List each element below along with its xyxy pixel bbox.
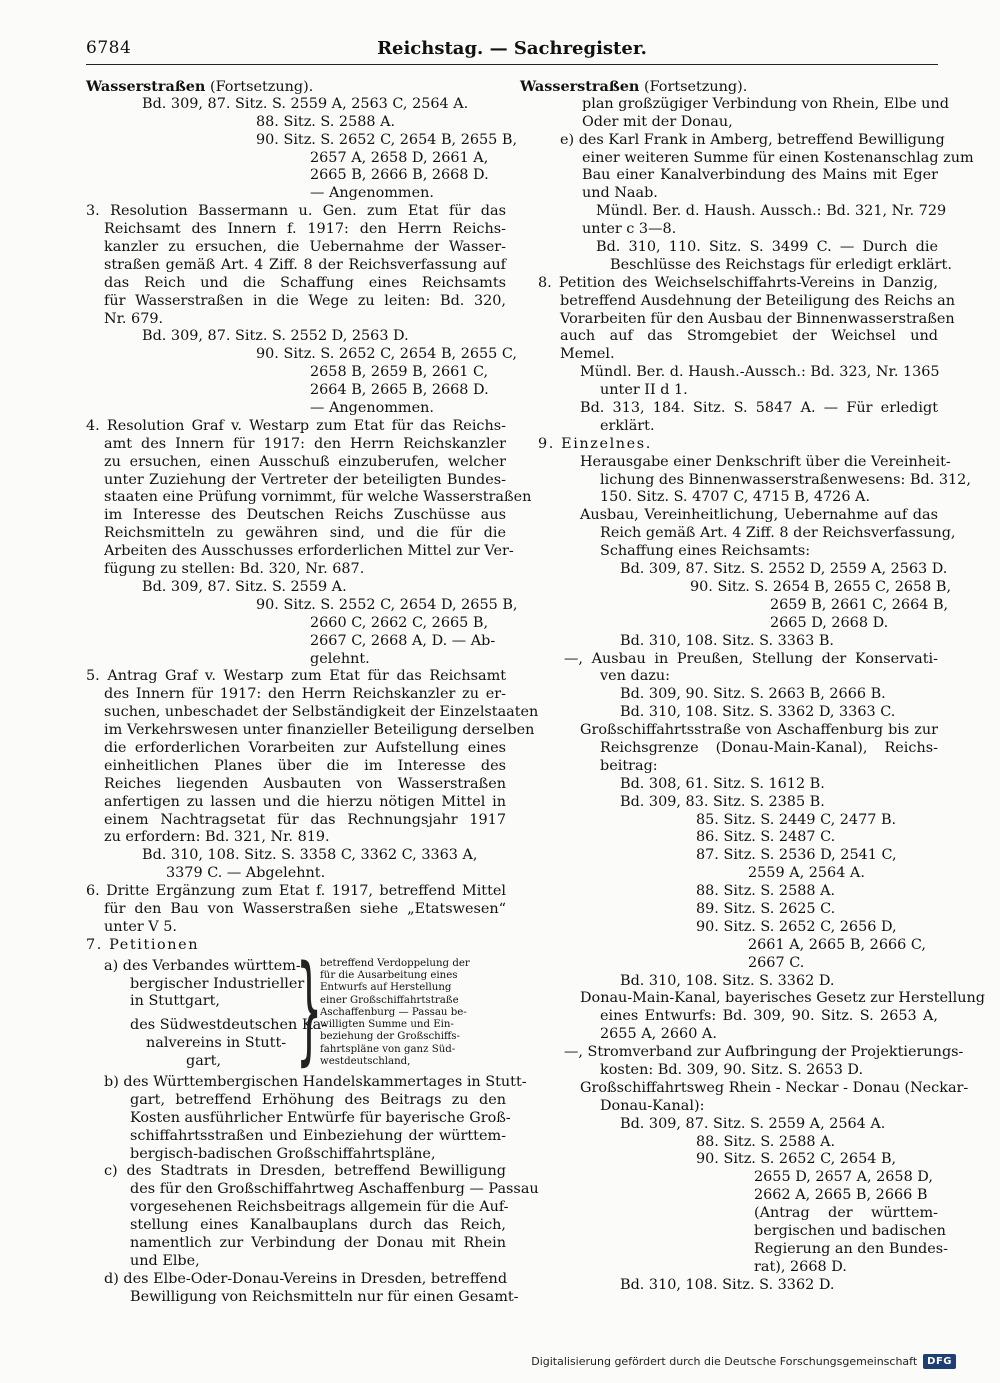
text-line: 90. Sitz. S. 2654 B, 2655 C, 2658 B, xyxy=(690,578,952,595)
text-line: 2658 B, 2659 B, 2661 C, xyxy=(310,364,489,381)
text-line: für die Ausarbeitung eines xyxy=(320,969,458,981)
text-line: 90. Sitz. S. 2652 C, 2654 B, xyxy=(696,1151,897,1168)
text-line: d) des Elbe-Oder-Donau-Vereins in Dresden, betreffend xyxy=(104,1270,508,1287)
text-line: Kosten ausführlicher Entwürfe für bayerische Groß- xyxy=(130,1109,511,1126)
text-line: gelehnt. xyxy=(310,650,370,667)
running-title: Reichstag. — Sachregister. xyxy=(377,38,647,59)
text-line: Großschiffahrtsstraße von Aschaffenburg bis zur xyxy=(580,722,938,739)
text-line: Vorarbeiten für den Ausbau der Binnenwasserstraßen xyxy=(560,310,955,327)
text-line: c) des Stadtrats in Dresden, betreffend Bewilligung xyxy=(104,1163,506,1180)
digitization-footer xyxy=(531,1354,956,1369)
text-line: Bau einer Kanalverbindung des Mains mit Eger xyxy=(582,167,938,184)
text-line: Schaffung eines Reichsamts: xyxy=(600,543,811,560)
text-line: Bd. 310, 108. Sitz. S. 3362 D. xyxy=(620,1276,835,1293)
dfg-logo: DFG xyxy=(923,1354,956,1369)
text-line: eines Entwurfs: Bd. 309, 90. Sitz. S. 2653 A, xyxy=(600,1008,938,1025)
text-line: zu erfordern: Bd. 321, Nr. 819. xyxy=(104,829,330,846)
text-line: ven dazu: xyxy=(600,668,670,685)
text-line: Bd. 309, 87. Sitz. S. 2552 D, 2563 D. xyxy=(142,328,409,345)
text-line: 2667 C. xyxy=(748,954,805,971)
text-line: Reichsamt des Innern f. 1917: den Herrn Reichs- xyxy=(104,221,506,238)
text-line: b) des Württembergischen Handelskammertages in Stutt- xyxy=(104,1073,527,1090)
text-line: Reichsgrenze (Donau-Main-Kanal), Reichs- xyxy=(600,739,938,756)
text-line: amt des Innern für 1917: den Herrn Reichskanzler xyxy=(104,435,506,452)
text-line: und Elbe, xyxy=(130,1252,200,1269)
text-line: unter Zuziehung der Vertreter der beteiligten Bundes- xyxy=(104,471,506,488)
text-line: —, Ausbau in Preußen, Stellung der Konservati- xyxy=(564,650,938,667)
page-number: 6784 xyxy=(86,38,132,58)
text-line: die erforderlichen Vorarbeiten zur Aufstellung eines xyxy=(104,739,506,756)
section-heading: Wasserstraßen (Fortsetzung). xyxy=(86,78,314,95)
text-line: Bd. 309, 83. Sitz. S. 2385 B. xyxy=(620,793,825,810)
text-line: anfertigen zu lassen und die hierzu nötigen Mittel in xyxy=(104,793,506,810)
text-line: Bd. 310, 108. Sitz. S. 3362 D, 3363 C. xyxy=(620,704,896,721)
text-line: bergischen und badischen xyxy=(754,1223,946,1239)
text-line: Bd. 309, 90. Sitz. S. 2663 B, 2666 B. xyxy=(620,686,886,703)
text-line: 2667 C, 2668 A, D. — Ab- xyxy=(310,632,496,649)
text-line: — Angenommen. xyxy=(310,400,434,417)
text-line: kanzler zu ersuchen, die Uebernahme der Wasser- xyxy=(104,239,506,256)
text-line: beitrag: xyxy=(600,757,658,774)
text-line: 89. Sitz. S. 2625 C. xyxy=(696,900,836,917)
text-line: 86. Sitz. S. 2487 C. xyxy=(696,829,836,846)
text-line: Bd. 309, 87. Sitz. S. 2559 A. xyxy=(142,578,347,595)
text-line: Ausbau, Vereinheitlichung, Uebernahme auf das xyxy=(580,507,938,524)
item-7: 7. Petitionen xyxy=(86,936,200,953)
text-line: plan großzügiger Verbindung von Rhein, Elbe und xyxy=(582,95,949,112)
text-line: des für den Großschiffahrtweg Aschaffenburg — Passau xyxy=(130,1181,539,1198)
text-line: e) des Karl Frank in Amberg, betreffend Bewilligung xyxy=(560,131,945,148)
text-line: Bewilligung von Reichsmitteln nur für einen Gesamt- xyxy=(130,1288,519,1305)
text-line: 2662 A, 2665 B, 2666 B xyxy=(754,1187,928,1204)
text-line: einer weiteren Summe für einen Kostenanschlag zum xyxy=(582,149,974,166)
text-line: in Stuttgart, xyxy=(130,993,220,1010)
text-line: des Innern für 1917: den Herrn Reichskanzler zu er- xyxy=(104,686,506,703)
text-line: Entwurfs auf Herstellung xyxy=(320,982,452,994)
text-line: unter c 3—8. xyxy=(582,221,677,238)
item-3: 3. Resolution Bassermann u. Gen. zum Etat für das xyxy=(86,203,506,220)
text-line: 88. Sitz. S. 2588 A. xyxy=(256,113,396,130)
footer-text: Digitalisierung gefördert durch die Deutsche Forschungsgemeinschaft xyxy=(531,1355,918,1368)
text-line: 2661 A, 2665 B, 2666 C, xyxy=(748,936,926,953)
text-line: erklärt. xyxy=(600,417,655,434)
text-line: 90. Sitz. S. 2652 C, 2656 D, xyxy=(696,918,897,935)
text-line: für den Bau von Wasserstraßen siehe „Etatswesen“ xyxy=(104,900,506,917)
text-line: Bd. 310, 110. Sitz. S. 3499 C. — Durch die xyxy=(596,239,938,256)
text-line: 2660 C, 2662 C, 2665 B, xyxy=(310,614,489,631)
text-line: Arbeiten des Ausschusses erforderlichen Mittel zur Ver- xyxy=(104,543,514,560)
text-line: staaten eine Prüfung vornimmt, für welche Wasserstraßen xyxy=(104,489,532,506)
text-line: fügung zu stellen: Bd. 320, Nr. 687. xyxy=(104,561,365,578)
text-line: Reiches liegenden Ausbauten von Wasserstraßen xyxy=(104,775,506,792)
petitioners xyxy=(86,957,327,1071)
text-line: betreffend Ausdehnung der Beteiligung des Reichs an xyxy=(560,292,956,309)
text-line: des Südwestdeutschen Ka- xyxy=(130,1017,327,1034)
text-line: 2659 B, 2661 C, 2664 B, xyxy=(770,596,949,613)
text-line: a) des Verbandes württem- xyxy=(104,957,301,974)
item-4: 4. Resolution Graf v. Westarp zum Etat für das Reichs- xyxy=(86,417,506,434)
text-line: Regierung an den Bundes- xyxy=(754,1240,948,1257)
text-line: Oder mit der Donau, xyxy=(582,113,733,130)
text-line: gart, betreffend Erhöhung des Beitrags zu den xyxy=(130,1091,506,1108)
petition-subject xyxy=(320,958,500,1069)
text-line: Bd. 313, 184. Sitz. S. 5847 A. — Für erledigt xyxy=(580,400,938,417)
text-line: zu ersuchen, einen Ausschuß einzuberufen, welcher xyxy=(104,453,506,470)
text-line: einer Großschiffahrtstraße xyxy=(320,994,459,1006)
text-line: Mündl. Ber. d. Haush.-Aussch.: Bd. 323, Nr. 1365 xyxy=(580,364,940,381)
text-line: 2664 B, 2665 B, 2668 D. xyxy=(310,382,489,399)
text-line: im Verkehrswesen unter finanzieller Beteiligung derselben xyxy=(104,722,535,739)
text-line: 2665 D, 2668 D. xyxy=(770,614,889,631)
text-line: 87. Sitz. S. 2536 D, 2541 C, xyxy=(696,847,897,864)
right-column xyxy=(520,78,986,1295)
text-line: Donau-Kanal): xyxy=(600,1097,705,1114)
text-line: bergischer Industrieller xyxy=(130,975,305,992)
text-line: im Interesse des Deutschen Reichs Zuschüsse aus xyxy=(104,507,506,524)
text-line: 2655 D, 2657 A, 2658 D, xyxy=(754,1169,933,1186)
text-line: Bd. 310, 108. Sitz. S. 3362 D. xyxy=(620,972,835,989)
text-line: rat), 2668 D. xyxy=(754,1258,847,1275)
text-line: vorgesehenen Reichsbeitrags allgemein für die Auf- xyxy=(130,1199,509,1216)
text-line: auch auf das Stromgebiet der Weichsel und xyxy=(560,328,938,345)
text-line: für Wasserstraßen in die Wege zu leiten: Bd. 320, xyxy=(104,292,506,309)
text-line: Bd. 309, 87. Sitz. S. 2552 D, 2559 A, 2563 D. xyxy=(620,561,948,578)
text-line: Nr. 679. xyxy=(104,310,164,327)
text-line: Herausgabe einer Denkschrift über die Vereinheit- xyxy=(580,453,951,470)
text-line: Bd. 310, 108. Sitz. S. 3363 B. xyxy=(620,632,834,649)
text-line: einem Nachtragsetat für das Rechnungsjahr 1917 xyxy=(104,811,506,828)
text-line: — Angenommen. xyxy=(310,185,434,202)
item-9: 9. Einzelnes. xyxy=(538,435,652,452)
text-line: das Reich und die Schaffung eines Reichsamts xyxy=(104,274,506,291)
text-line: unter II d 1. xyxy=(600,382,688,399)
text-line: Beschlüsse des Reichstags für erledigt erklärt. xyxy=(610,256,952,273)
text-line: (Antrag der württem- xyxy=(754,1205,938,1222)
item-6: 6. Dritte Ergänzung zum Etat f. 1917, betreffend Mittel xyxy=(86,883,506,900)
header-rule xyxy=(86,64,938,65)
text-line: namentlich zur Verbindung der Donau mit Rhein xyxy=(130,1235,506,1251)
text-line: 2655 A, 2660 A. xyxy=(600,1026,717,1043)
text-line: Großschiffahrtsweg Rhein - Neckar - Donau (Neckar- xyxy=(580,1079,969,1096)
text-line: lichung des Binnenwasserstraßenwesens: Bd. 312, xyxy=(600,471,971,488)
text-line: Aschaffenburg — Passau be- xyxy=(320,1006,467,1018)
text-line: straßen gemäß Art. 4 Ziff. 8 der Reichsverfassung auf xyxy=(104,256,506,273)
text-line: fahrtspläne von ganz Süd- xyxy=(320,1043,456,1055)
text-line: Bd. 308, 61. Sitz. S. 1612 B. xyxy=(620,775,825,792)
text-line: Donau-Main-Kanal, bayerisches Gesetz zur Herstellung xyxy=(580,990,986,1007)
text-line: 2657 A, 2658 D, 2661 A, xyxy=(310,149,489,166)
text-line: kosten: Bd. 309, 90. Sitz. S. 2653 D. xyxy=(600,1061,864,1078)
text-line: Mündl. Ber. d. Haush. Aussch.: Bd. 321, Nr. 729 xyxy=(596,203,947,220)
text-line: Memel. xyxy=(560,346,615,363)
text-line: schiffahrtsstraßen und Einbeziehung der württem- xyxy=(130,1127,506,1144)
text-line: und Naab. xyxy=(582,185,658,202)
text-line: 85. Sitz. S. 2449 C, 2477 B. xyxy=(696,811,897,828)
text-line: unter V 5. xyxy=(104,918,177,935)
text-line: 3379 C. — Abgelehnt. xyxy=(166,865,326,882)
text-line: 90. Sitz. S. 2552 C, 2654 D, 2655 B, xyxy=(256,596,518,613)
text-line: einheitlichen Planes über die im Interesse des xyxy=(104,757,506,774)
item-5: 5. Antrag Graf v. Westarp zum Etat für das Reichsamt xyxy=(86,668,506,685)
text-line: suchen, unbeschadet der Selbständigkeit der Einzelstaaten xyxy=(104,704,539,721)
text-line: westdeutschland, xyxy=(320,1056,411,1068)
page-header xyxy=(86,36,938,66)
text-line: beziehung der Großschiffs- xyxy=(320,1031,460,1043)
text-line: 2559 A, 2564 A. xyxy=(748,865,865,882)
brace-symbol: } xyxy=(296,938,323,1077)
item-8: 8. Petition des Weichselschiffahrts-Vereins in Danzig, xyxy=(538,274,938,291)
text-line: 90. Sitz. S. 2652 C, 2654 B, 2655 B, xyxy=(256,131,518,148)
left-column xyxy=(86,78,539,1307)
section-heading: Wasserstraßen (Fortsetzung). xyxy=(520,78,748,95)
text-line: 88. Sitz. S. 2588 A. xyxy=(696,1133,836,1150)
text-line: —, Stromverband zur Aufbringung der Projektierungs- xyxy=(564,1044,964,1061)
text-line: willigten Summe und Ein- xyxy=(320,1019,454,1031)
text-line: Bd. 309, 87. Sitz. S. 2559 A, 2563 C, 2564 A. xyxy=(142,95,469,112)
text-line: 2665 B, 2666 B, 2668 D. xyxy=(310,167,489,184)
text-line: 88. Sitz. S. 2588 A. xyxy=(696,883,836,900)
text-line: Reich gemäß Art. 4 Ziff. 8 der Reichsverfassung, xyxy=(600,525,956,542)
text-line: gart, xyxy=(186,1053,222,1070)
text-line: Bd. 309, 87. Sitz. S. 2559 A, 2564 A. xyxy=(620,1115,886,1132)
text-line: stellung eines Kanalbauplans durch das Reich, xyxy=(130,1217,506,1234)
text-line: bergisch-badischen Großschiffahrtspläne, xyxy=(130,1145,436,1162)
text-line: betreffend Verdoppelung der xyxy=(320,957,470,969)
text-line: 150. Sitz. S. 4707 C, 4715 B, 4726 A. xyxy=(600,489,871,506)
text-line: Bd. 310, 108. Sitz. S. 3358 C, 3362 C, 3363 A, xyxy=(142,847,478,864)
text-line: 90. Sitz. S. 2652 C, 2654 B, 2655 C, xyxy=(256,346,517,363)
text-line: nalvereins in Stutt- xyxy=(146,1035,287,1052)
text-line: Reichsmitteln zu gewähren sind, und die für die xyxy=(104,525,506,542)
